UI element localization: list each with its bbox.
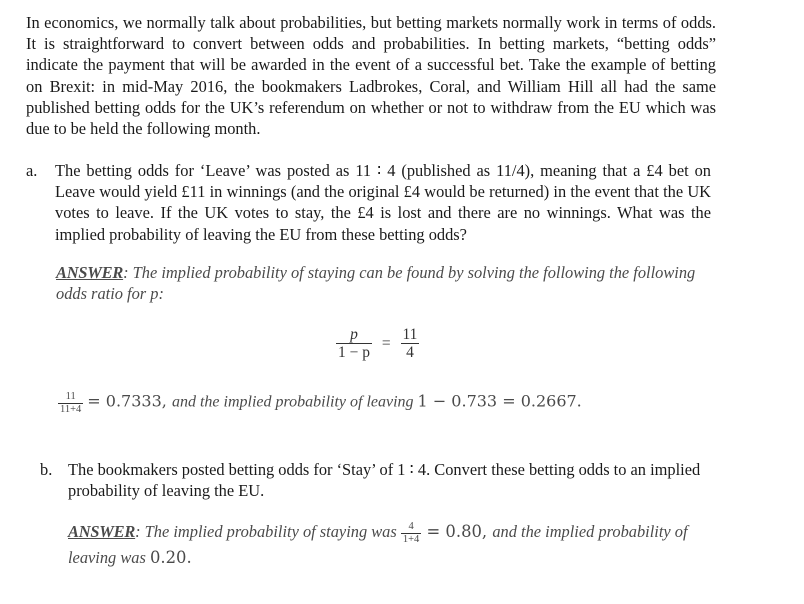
answer-a-label: ANSWER <box>56 263 124 282</box>
question-b-marker: b. <box>40 460 53 479</box>
equation-equals: = <box>381 334 391 352</box>
answer-b-leaving-value: 0.20. <box>149 548 192 568</box>
equation-lhs-fraction <box>336 326 372 361</box>
answer-b-text-2: and the implied probability of leaving was <box>68 522 688 568</box>
answer-b <box>68 519 718 571</box>
question-a-marker: a. <box>26 161 38 180</box>
equation-rhs-fraction <box>401 326 420 361</box>
answer-a-result <box>58 391 582 415</box>
result-value: = 0.7333, <box>87 391 172 411</box>
answer-b-fraction-numerator: 4 <box>401 521 421 534</box>
intro-paragraph: In economics, we normally talk about probabilities, but betting markets normally work in terms of odds. It is straightforward to convert between odds and probabilities. In betting markets, “betting odds” indicate the payment that will be awarded in the event of a successful bet. Take the example of betting on Brexit: in mid-May 2016, the bookmakers Ladbrokes, Coral, and William Hill all had the same published betting odds for the UK’s referendum on whether or not to withdraw from the EU which was due to be held the following month. <box>26 13 716 139</box>
answer-b-value: = 0.80, <box>421 522 493 541</box>
answer-b-label: ANSWER <box>68 522 136 541</box>
equation-lhs-denominator: 1 − p <box>338 344 370 362</box>
answer-a-text: : The implied probability of staying can be found by solving the following the following odds ratio for p: <box>56 263 696 304</box>
result-fraction-denominator: 11+4 <box>60 403 82 415</box>
equation-lhs-numerator: p <box>336 326 372 344</box>
result-fraction <box>58 391 83 415</box>
result-calculation: 1 − 0.733 = 0.2667. <box>417 391 582 411</box>
answer-b-text: : The implied probability of staying was <box>135 522 401 541</box>
result-fraction-numerator: 11 <box>58 391 83 404</box>
answer-b-fraction-denominator: 1+4 <box>402 533 420 545</box>
question-a-text: The betting odds for ‘Leave’ was posted as 11 ∶ 4 (published as 11/4), meaning that a £4 bet on Leave would yield £11 in winnings (and the original £4 would be returned) in the event that the UK votes to leave. If the UK votes to stay, the £4 is lost and there are no winnings. What was the implied probability of leaving the EU from these betting odds? <box>55 161 711 244</box>
answer-a <box>56 262 716 305</box>
equation-rhs-numerator: 11 <box>402 326 418 343</box>
odds-equation <box>336 326 419 361</box>
result-text: and the implied probability of leaving <box>171 393 418 411</box>
equation-rhs-denominator: 4 <box>406 344 414 362</box>
answer-b-fraction <box>401 521 421 545</box>
question-b-text: The bookmakers posted betting odds for ‘Stay’ of 1 ∶ 4. Convert these betting odds to an implied probability of leaving the EU. <box>68 460 701 501</box>
